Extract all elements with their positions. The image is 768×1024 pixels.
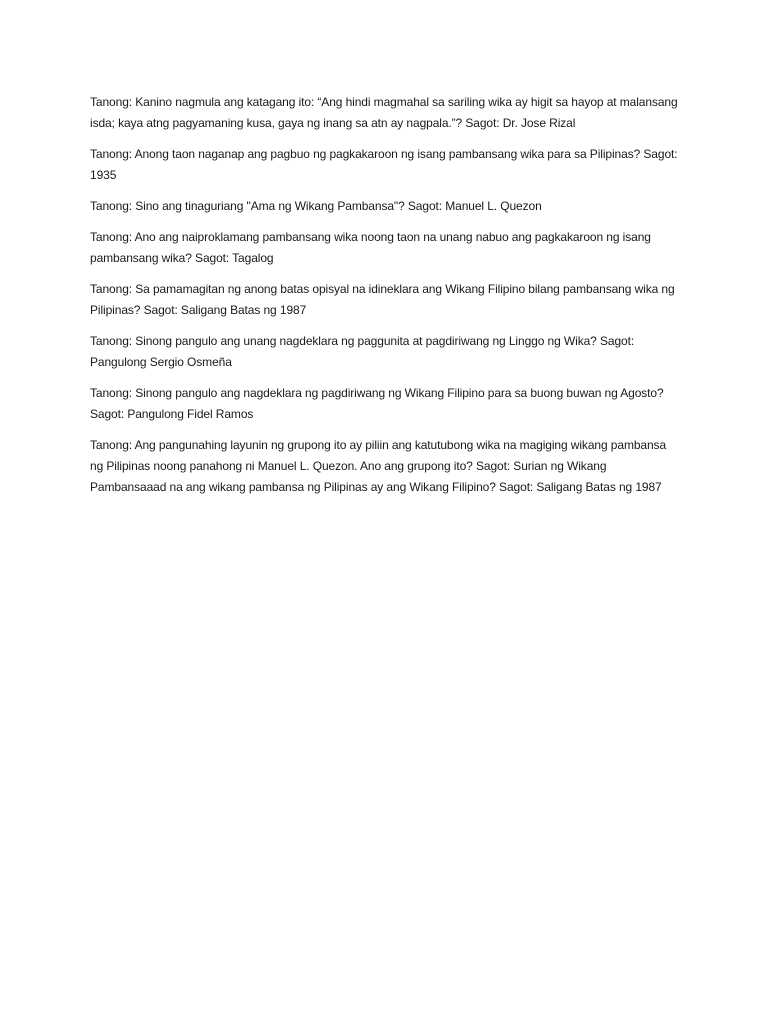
qa-paragraph-5: Tanong: Sa pamamagitan ng anong batas opisyal na idineklara ang Wikang Filipino bilang pambansang wika ng Pilipinas? Sagot: Saligang Batas ng 1987	[90, 282, 675, 317]
qa-paragraph-8: Tanong: Ang pangunahing layunin ng grupong ito ay piliin ang katutubong wika na magiging wikang pambansa ng Pilipinas noong panahong ni Manuel L. Quezon. Ano ang grupong ito? Sagot: Surian ng Wikang Pambansaaad na ang wikang pambansa ng Pilipinas ay ang Wikang Filipino? Sagot: Saligang Batas ng 1987	[90, 438, 667, 494]
qa-paragraph-7: Tanong: Sinong pangulo ang nagdeklara ng pagdiriwang ng Wikang Filipino para sa buong buwan ng Agosto? Sagot: Pangulong Fidel Ramos	[90, 386, 664, 421]
qa-paragraph-6: Tanong: Sinong pangulo ang unang nagdeklara ng paggunita at pagdiriwang ng Linggo ng Wika? Sagot: Pangulong Sergio Osmeña	[90, 334, 635, 369]
qa-paragraph-2: Tanong: Anong taon naganap ang pagbuo ng pagkakaroon ng isang pambansang wika para sa Pilipinas? Sagot: 1935	[90, 147, 678, 182]
qa-paragraph-4: Tanong: Ano ang naiproklamang pambansang wika noong taon na unang nabuo ang pagkakaroon ng isang pambansang wika? Sagot: Tagalog	[90, 230, 651, 265]
qa-paragraph-1: Tanong: Kanino nagmula ang katagang ito: “Ang hindi magmahal sa sariling wika ay higit sa hayop at malansang isda; kaya atng pagyamaning kusa, gaya ng inang sa atn ay nagpala.”? Sagot: Dr. Jose Rizal	[90, 95, 678, 130]
qa-paragraph-3: Tanong: Sino ang tinaguriang "Ama ng Wikang Pambansa"? Sagot: Manuel L. Quezon	[90, 199, 542, 213]
document-body	[90, 92, 680, 508]
